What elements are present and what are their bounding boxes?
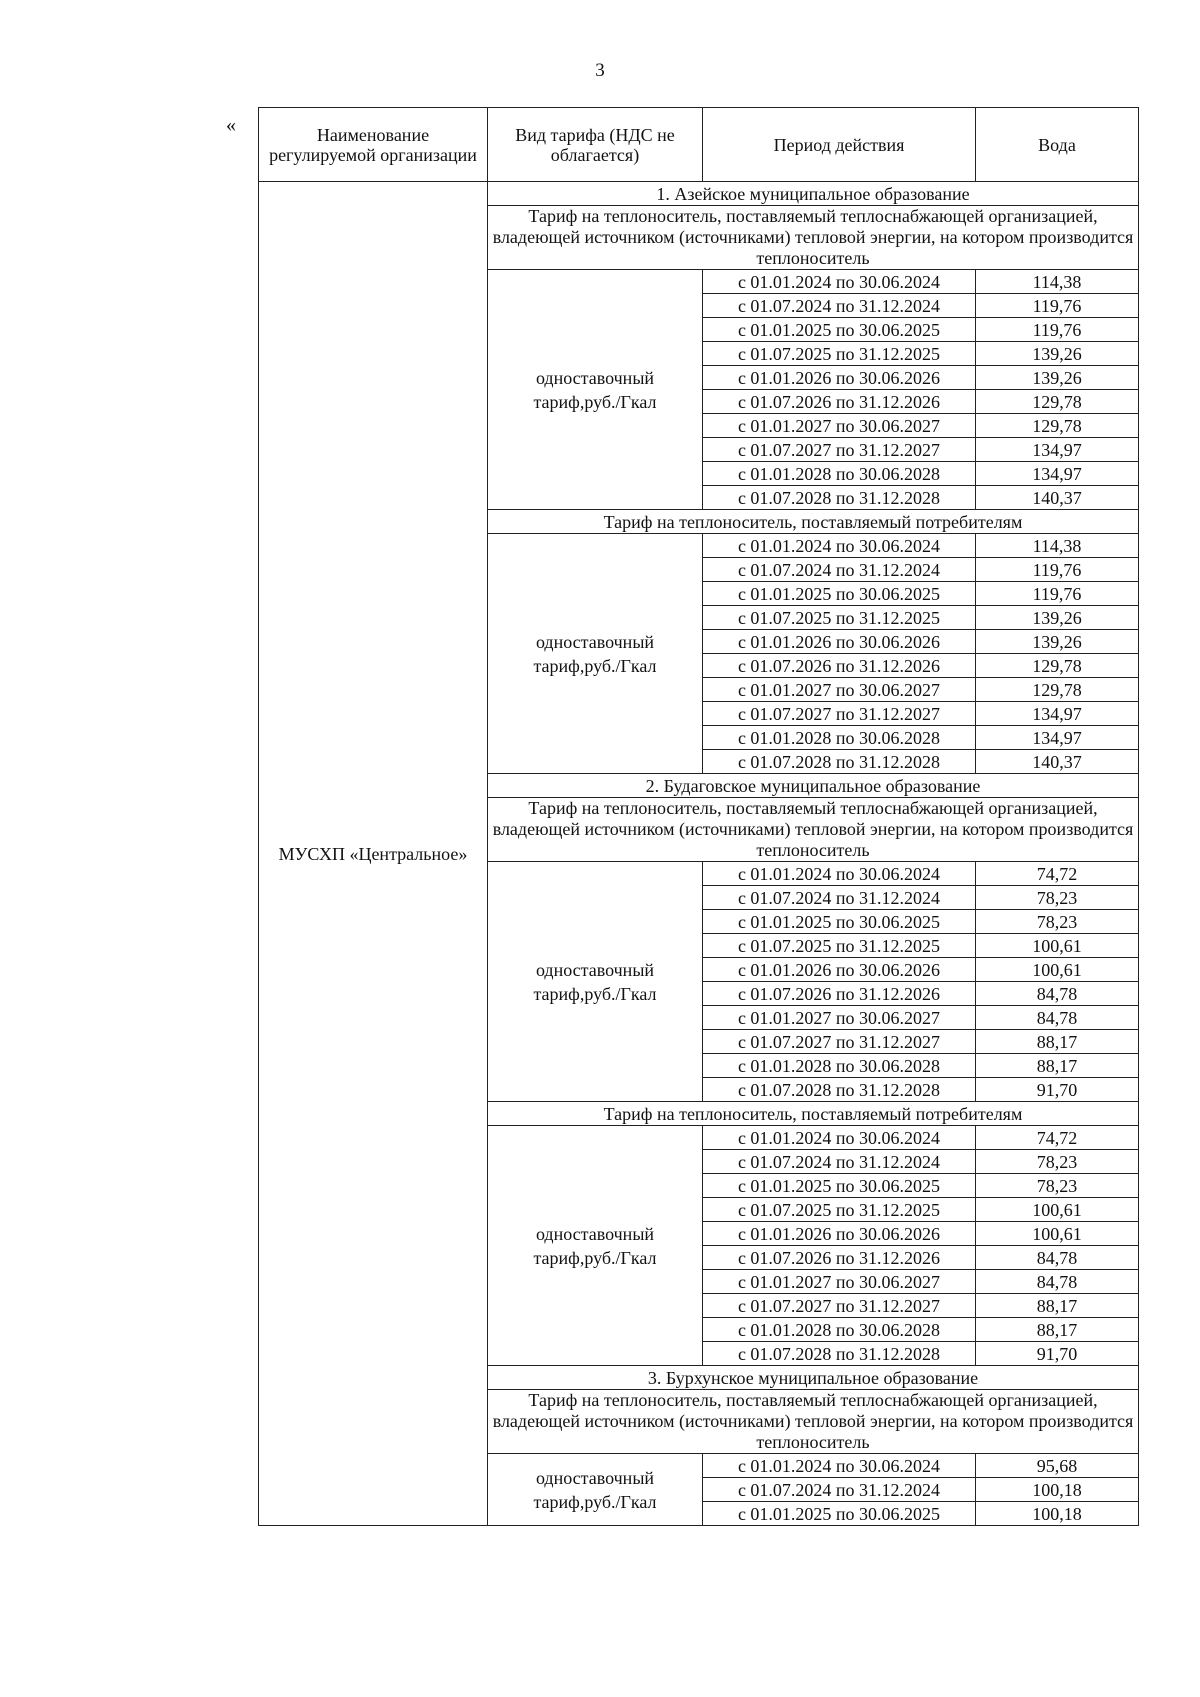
water-value-cell: 78,23 xyxy=(976,1174,1139,1198)
water-value-cell: 129,78 xyxy=(976,414,1139,438)
water-value-cell: 88,17 xyxy=(976,1294,1139,1318)
period-cell: с 01.07.2027 по 31.12.2027 xyxy=(703,438,976,462)
page-number: 3 xyxy=(595,60,605,81)
water-value-cell: 119,76 xyxy=(976,582,1139,606)
water-value-cell: 100,18 xyxy=(976,1478,1139,1502)
water-value-cell: 139,26 xyxy=(976,630,1139,654)
water-value-cell: 88,17 xyxy=(976,1030,1139,1054)
water-value-cell: 100,61 xyxy=(976,1222,1139,1246)
period-cell: с 01.01.2025 по 30.06.2025 xyxy=(703,1174,976,1198)
period-cell: с 01.01.2024 по 30.06.2024 xyxy=(703,270,976,294)
period-cell: с 01.01.2028 по 30.06.2028 xyxy=(703,1318,976,1342)
header-water: Вода xyxy=(976,108,1139,182)
water-value-cell: 78,23 xyxy=(976,886,1139,910)
water-value-cell: 78,23 xyxy=(976,910,1139,934)
water-value-cell: 140,37 xyxy=(976,750,1139,774)
water-value-cell: 129,78 xyxy=(976,678,1139,702)
period-cell: с 01.01.2024 по 30.06.2024 xyxy=(703,1126,976,1150)
water-value-cell: 139,26 xyxy=(976,366,1139,390)
tariff-description: Тариф на теплоноситель, поставляемый потребителям xyxy=(488,1102,1139,1126)
period-cell: с 01.07.2026 по 31.12.2026 xyxy=(703,390,976,414)
tariff-description: Тариф на теплоноситель, поставляемый потребителям xyxy=(488,510,1139,534)
period-cell: с 01.07.2028 по 31.12.2028 xyxy=(703,1342,976,1366)
period-cell: с 01.07.2026 по 31.12.2026 xyxy=(703,654,976,678)
section-title: 1. Азейское муниципальное образование xyxy=(488,182,1139,206)
water-value-cell: 139,26 xyxy=(976,342,1139,366)
water-value-cell: 74,72 xyxy=(976,862,1139,886)
water-value-cell: 100,61 xyxy=(976,958,1139,982)
tariff-description: Тариф на теплоноситель, поставляемый теплоснабжающей организацией, владеющей источником (источниками) тепловой энергии, на котором производится теплоноситель xyxy=(488,206,1139,270)
water-value-cell: 91,70 xyxy=(976,1078,1139,1102)
water-value-cell: 134,97 xyxy=(976,726,1139,750)
water-value-cell: 134,97 xyxy=(976,702,1139,726)
tariff-type: одноставочный тариф,руб./Гкал xyxy=(488,862,703,1102)
water-value-cell: 88,17 xyxy=(976,1054,1139,1078)
period-cell: с 01.07.2024 по 31.12.2024 xyxy=(703,558,976,582)
section-title: 2. Будаговское муниципальное образование xyxy=(488,774,1139,798)
period-cell: с 01.07.2028 по 31.12.2028 xyxy=(703,750,976,774)
period-cell: с 01.01.2025 по 30.06.2025 xyxy=(703,318,976,342)
period-cell: с 01.01.2026 по 30.06.2026 xyxy=(703,366,976,390)
period-cell: с 01.01.2027 по 30.06.2027 xyxy=(703,1006,976,1030)
water-value-cell: 84,78 xyxy=(976,1006,1139,1030)
period-cell: с 01.01.2028 по 30.06.2028 xyxy=(703,462,976,486)
period-cell: с 01.07.2028 по 31.12.2028 xyxy=(703,1078,976,1102)
tariff-table xyxy=(258,107,1139,1526)
water-value-cell: 74,72 xyxy=(976,1126,1139,1150)
water-value-cell: 100,18 xyxy=(976,1502,1139,1526)
water-value-cell: 129,78 xyxy=(976,654,1139,678)
period-cell: с 01.01.2025 по 30.06.2025 xyxy=(703,582,976,606)
tariff-description: Тариф на теплоноситель, поставляемый теплоснабжающей организацией, владеющей источником (источниками) тепловой энергии, на котором производится теплоноситель xyxy=(488,798,1139,862)
period-cell: с 01.01.2024 по 30.06.2024 xyxy=(703,1454,976,1478)
period-cell: с 01.01.2026 по 30.06.2026 xyxy=(703,958,976,982)
section-title-row xyxy=(259,182,1139,206)
period-cell: с 01.01.2027 по 30.06.2027 xyxy=(703,1270,976,1294)
tariff-type: одноставочный тариф,руб./Гкал xyxy=(488,1126,703,1366)
header-period: Период действия xyxy=(703,108,976,182)
opening-quote-mark: « xyxy=(226,114,236,136)
period-cell: с 01.07.2027 по 31.12.2027 xyxy=(703,1030,976,1054)
water-value-cell: 100,61 xyxy=(976,934,1139,958)
water-value-cell: 84,78 xyxy=(976,982,1139,1006)
water-value-cell: 84,78 xyxy=(976,1270,1139,1294)
table-body xyxy=(259,182,1139,1526)
period-cell: с 01.01.2027 по 30.06.2027 xyxy=(703,678,976,702)
period-cell: с 01.07.2025 по 31.12.2025 xyxy=(703,342,976,366)
water-value-cell: 91,70 xyxy=(976,1342,1139,1366)
water-value-cell: 88,17 xyxy=(976,1318,1139,1342)
water-value-cell: 100,61 xyxy=(976,1198,1139,1222)
period-cell: с 01.01.2027 по 30.06.2027 xyxy=(703,414,976,438)
period-cell: с 01.07.2027 по 31.12.2027 xyxy=(703,702,976,726)
period-cell: с 01.07.2024 по 31.12.2024 xyxy=(703,294,976,318)
period-cell: с 01.07.2028 по 31.12.2028 xyxy=(703,486,976,510)
period-cell: с 01.01.2026 по 30.06.2026 xyxy=(703,1222,976,1246)
water-value-cell: 140,37 xyxy=(976,486,1139,510)
tariff-description: Тариф на теплоноситель, поставляемый теплоснабжающей организацией, владеющей источником (источниками) тепловой энергии, на котором производится теплоноситель xyxy=(488,1390,1139,1454)
period-cell: с 01.07.2025 по 31.12.2025 xyxy=(703,1198,976,1222)
header-organization: Наименование регулируемой организации xyxy=(259,108,488,182)
water-value-cell: 114,38 xyxy=(976,270,1139,294)
water-value-cell: 78,23 xyxy=(976,1150,1139,1174)
period-cell: с 01.01.2025 по 30.06.2025 xyxy=(703,1502,976,1526)
period-cell: с 01.07.2025 по 31.12.2025 xyxy=(703,606,976,630)
water-value-cell: 114,38 xyxy=(976,534,1139,558)
period-cell: с 01.01.2026 по 30.06.2026 xyxy=(703,630,976,654)
water-value-cell: 84,78 xyxy=(976,1246,1139,1270)
period-cell: с 01.07.2026 по 31.12.2026 xyxy=(703,982,976,1006)
tariff-type: одноставочный тариф,руб./Гкал xyxy=(488,270,703,510)
period-cell: с 01.07.2025 по 31.12.2025 xyxy=(703,934,976,958)
period-cell: с 01.01.2024 по 30.06.2024 xyxy=(703,862,976,886)
period-cell: с 01.07.2026 по 31.12.2026 xyxy=(703,1246,976,1270)
organization-name: МУСХП «Центральное» xyxy=(259,182,488,1526)
header-tariff-type: Вид тарифа (НДС не облагается) xyxy=(488,108,703,182)
water-value-cell: 119,76 xyxy=(976,558,1139,582)
period-cell: с 01.07.2024 по 31.12.2024 xyxy=(703,886,976,910)
period-cell: с 01.07.2024 по 31.12.2024 xyxy=(703,1478,976,1502)
water-value-cell: 95,68 xyxy=(976,1454,1139,1478)
period-cell: с 01.01.2028 по 30.06.2028 xyxy=(703,1054,976,1078)
water-value-cell: 129,78 xyxy=(976,390,1139,414)
period-cell: с 01.01.2028 по 30.06.2028 xyxy=(703,726,976,750)
period-cell: с 01.01.2025 по 30.06.2025 xyxy=(703,910,976,934)
period-cell: с 01.01.2024 по 30.06.2024 xyxy=(703,534,976,558)
water-value-cell: 134,97 xyxy=(976,462,1139,486)
section-title: 3. Бурхунское муниципальное образование xyxy=(488,1366,1139,1390)
period-cell: с 01.07.2027 по 31.12.2027 xyxy=(703,1294,976,1318)
water-value-cell: 139,26 xyxy=(976,606,1139,630)
period-cell: с 01.07.2024 по 31.12.2024 xyxy=(703,1150,976,1174)
tariff-type: одноставочный тариф,руб./Гкал xyxy=(488,1454,703,1526)
tariff-type: одноставочный тариф,руб./Гкал xyxy=(488,534,703,774)
water-value-cell: 134,97 xyxy=(976,438,1139,462)
water-value-cell: 119,76 xyxy=(976,318,1139,342)
water-value-cell: 119,76 xyxy=(976,294,1139,318)
table-header-row xyxy=(259,108,1139,182)
